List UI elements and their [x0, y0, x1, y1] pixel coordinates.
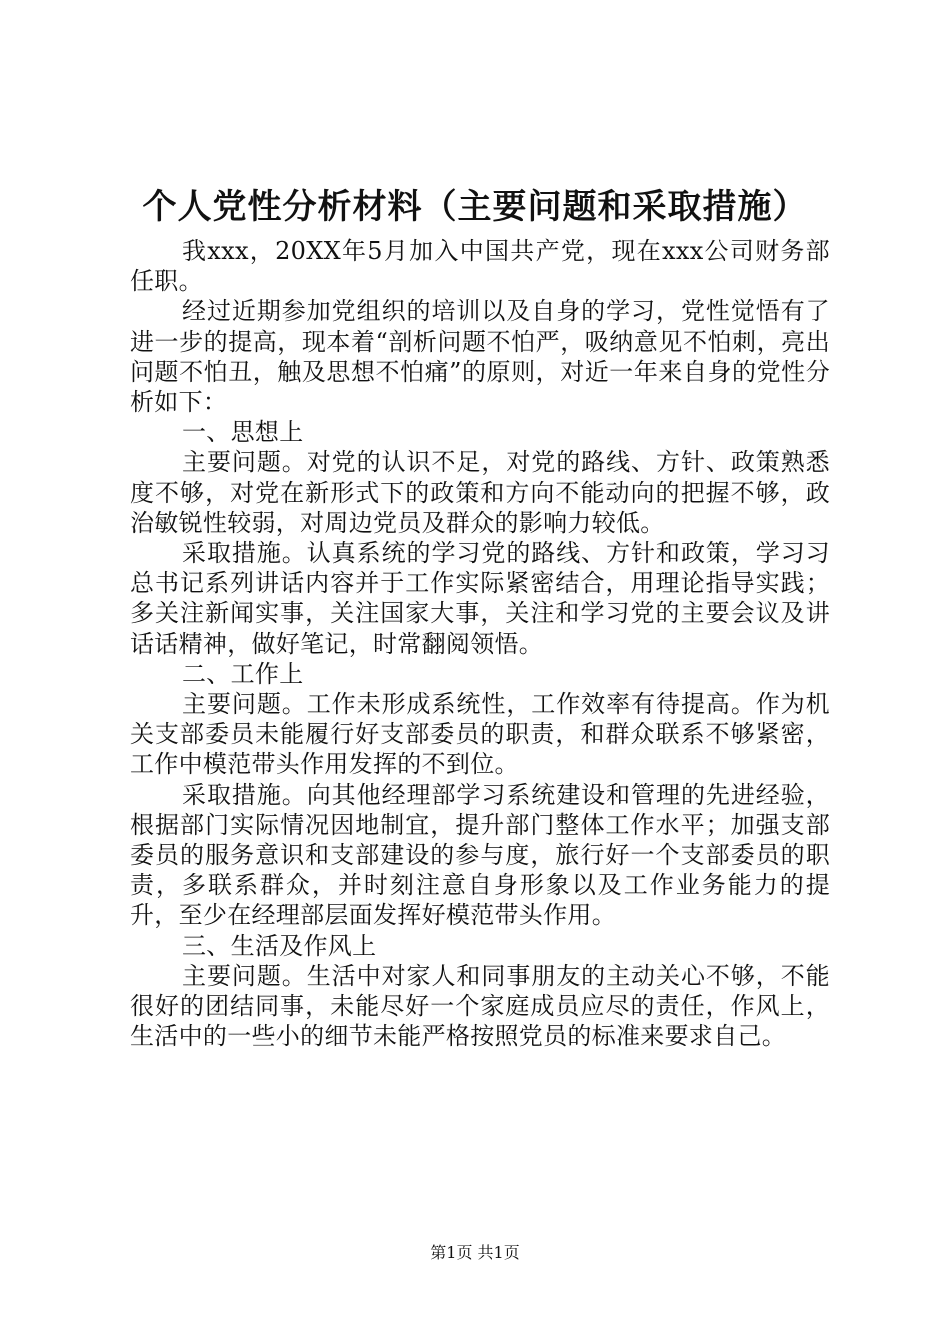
document-body: [130, 236, 830, 1051]
document-title: 个人党性分析材料（主要问题和采取措施）: [142, 187, 808, 227]
paragraph-life-problems: 主要问题。生活中对家人和同事朋友的主动关心不够，不能很好的团结同事，未能尽好一个家庭成员应尽的责任，作风上，生活中的一些小的细节未能严格按照党员的标准来要求自己。: [130, 961, 830, 1051]
paragraph-thought-problems: 主要问题。对党的认识不足，对党的路线、方针、政策熟悉度不够，对党在新形式下的政策和方向不能动向的把握不够，政治敏锐性较弱，对周边党员及群众的影响力较低。: [130, 448, 830, 537]
page-footer: 第1页 共1页: [430, 1243, 520, 1262]
section-heading-life: 三、生活及作风上: [182, 931, 377, 960]
paragraph-work-measures: 采取措施。向其他经理部学习系统建设和管理的先进经验，根据部门实际情况因地制宜，提升部门整体工作水平；加强支部委员的服务意识和支部建设的参与度，旅行好一个支部委员的职责，多联系群众，并时刻注意自身形象以及工作业务能力的提升，至少在经理部层面发挥好模范带头作用。: [130, 780, 830, 930]
paragraph-preface: 经过近期参加党组织的培训以及自身的学习，党性觉悟有了进一步的提高，现本着“剖析问题不怕严，吸纳意见不怕刺，亮出问题不怕丑，触及思想不怕痛”的原则，对近一年来自身的党性分析如下：: [130, 297, 830, 417]
paragraph-thought-measures: 采取措施。认真系统的学习党的路线、方针和政策，学习习总书记系列讲话内容并于工作实际紧密结合，用理论指导实践；多关注新闻实事，关注国家大事，关注和学习党的主要会议及讲话话精神，做好笔记，时常翻阅领悟。: [130, 539, 830, 658]
paragraph-intro: 我xxx，20XX年5月加入中国共产党，现在xxx公司财务部任职。: [130, 237, 830, 296]
section-heading-work: 二、工作上: [182, 659, 304, 688]
paragraph-work-problems: 主要问题。工作未形成系统性，工作效率有待提高。作为机关支部委员未能履行好支部委员的职责，和群众联系不够紧密，工作中模范带头作用发挥的不到位。: [130, 690, 830, 779]
section-heading-thought: 一、思想上: [182, 418, 304, 447]
